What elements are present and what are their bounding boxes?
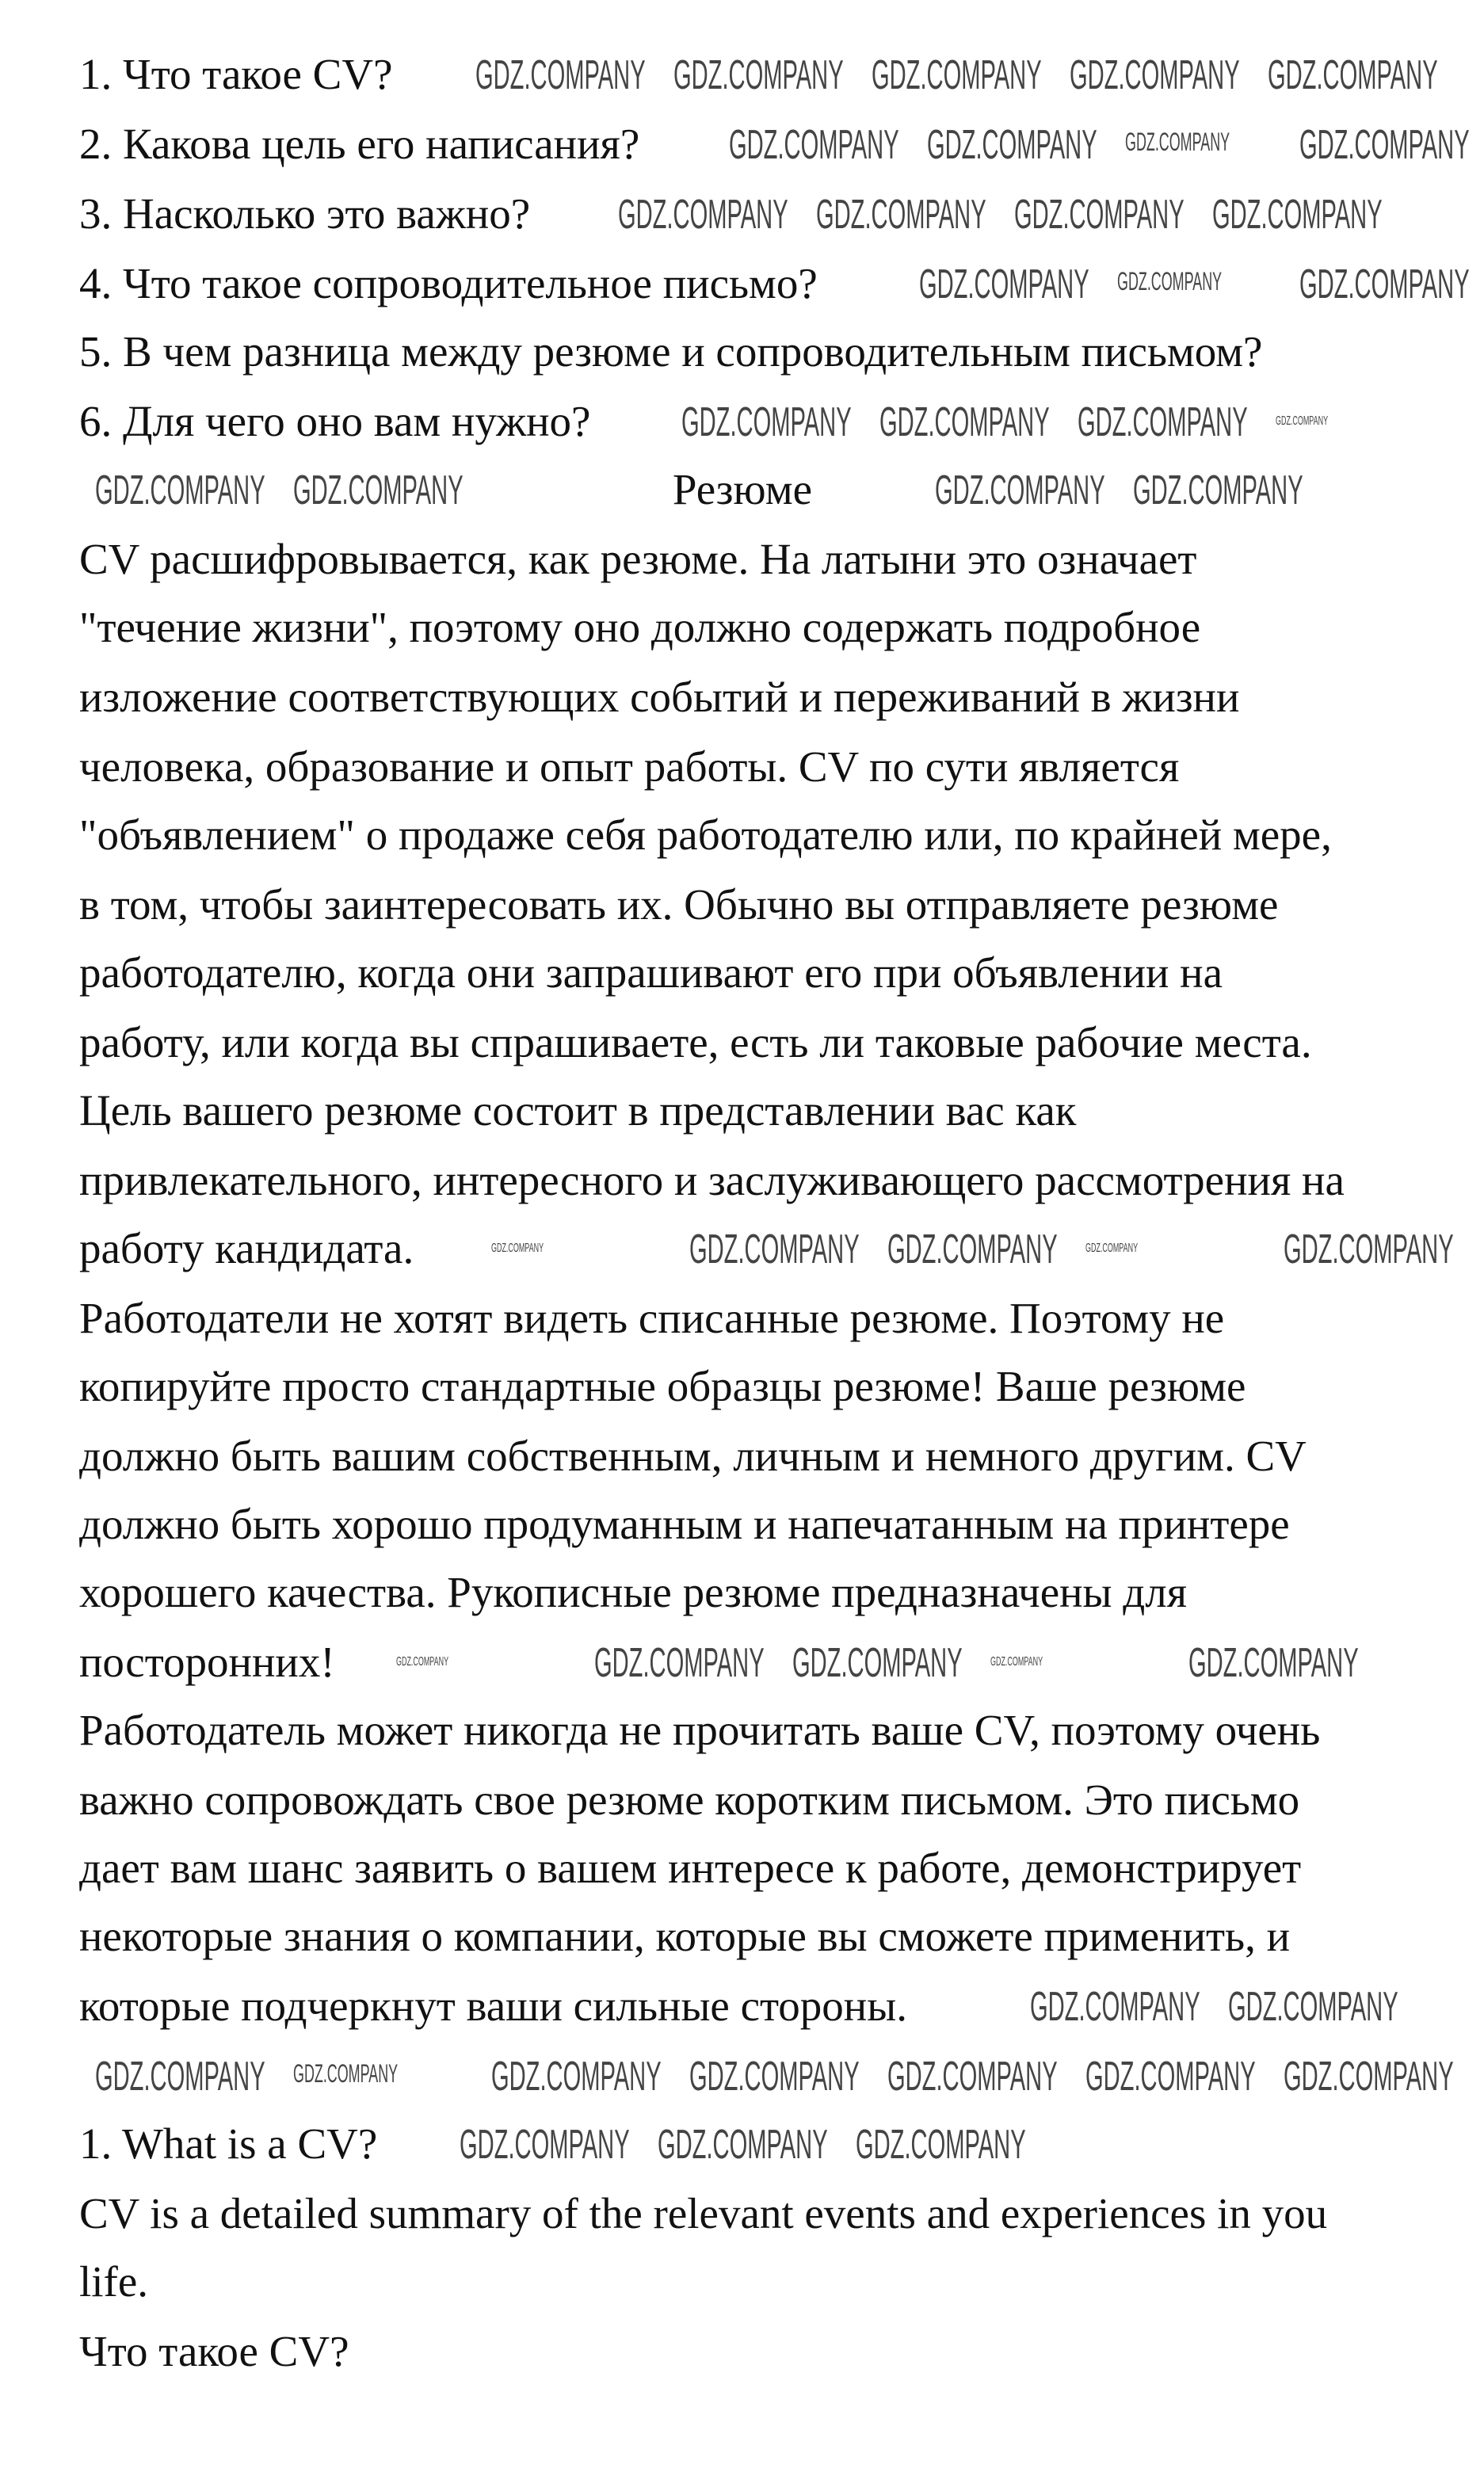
paragraph-line: Работодатель может никогда не прочитать ваше CV, поэтому очень [79, 1705, 1321, 1754]
watermark-text: GDZ.COMPANY [887, 2052, 1058, 2100]
watermark-text: GDZ.COMPANY [792, 1638, 963, 1686]
watermark-text: GDZ.COMPANY [689, 2052, 860, 2100]
paragraph-line: Работодатели не хотят видеть списанные резюме. Поэтому не [79, 1293, 1225, 1342]
watermark-text: GDZ.COMPANY [856, 2120, 1026, 2168]
watermark-text: GDZ.COMPANY [689, 1225, 860, 1272]
watermark-text: GDZ.COMPANY [491, 2052, 662, 2100]
paragraph-line: дает вам шанс заявить о вашем интересе к работе, демонстрирует [79, 1843, 1302, 1892]
paragraph-line: привлекательного, интересного и заслуживающего рассмотрения на [79, 1155, 1345, 1204]
question-item: 4. Что такое сопроводительное письмо? [79, 258, 818, 307]
watermark-text: GDZ.COMPANY [1188, 1638, 1359, 1686]
paragraph-line: некоторые знания о компании, которые вы сможете применить, и [79, 1911, 1291, 1960]
watermark-text: GDZ.COMPANY [887, 1225, 1058, 1272]
question-item: 5. В чем разница между резюме и сопроводительным письмом? [79, 326, 1263, 376]
watermark-text: GDZ.COMPANY [927, 120, 1097, 168]
question-item: 2. Какова цель его написания? [79, 119, 640, 168]
watermark-text: GDZ.COMPANY [460, 2120, 630, 2168]
question-item: 1. Что такое CV? [79, 49, 393, 98]
paragraph-line: копируйте просто стандартные образцы резюме! Ваше резюме [79, 1361, 1246, 1410]
watermark-text: GDZ.COMPANY [1268, 51, 1438, 98]
watermark-text: GDZ.COMPANY [293, 466, 464, 513]
watermark-text: GDZ.COMPANY [95, 2052, 265, 2100]
paragraph-line: в том, чтобы заинтересовать их. Обычно вы отправляете резюме [79, 879, 1279, 929]
watermark-text: GDZ.COMPANY [919, 260, 1089, 307]
watermark-text: GDZ.COMPANY [1085, 2052, 1256, 2100]
paragraph-line: которые подчеркнут ваши сильные стороны. [79, 1981, 907, 2030]
watermark-text: GDZ.COMPANY [729, 120, 899, 168]
paragraph-line: посторонних! [79, 1637, 335, 1686]
watermark-text: GDZ.COMPANY [1276, 414, 1329, 428]
watermark-text: GDZ.COMPANY [673, 51, 844, 98]
watermark-text: GDZ.COMPANY [872, 51, 1042, 98]
watermark-text: GDZ.COMPANY [1299, 260, 1470, 307]
watermark-text: GDZ.COMPANY [1133, 466, 1303, 513]
paragraph-line: CV расшифровывается, как резюме. На латыни это означает [79, 534, 1197, 583]
paragraph-line: должно быть вашим собственным, личным и немного другим. CV [79, 1431, 1307, 1480]
watermark-text: GDZ.COMPANY [293, 2062, 399, 2089]
watermark-text: GDZ.COMPANY [1117, 269, 1223, 296]
paragraph-line: изложение соответствующих событий и переживаний в жизни [79, 672, 1240, 721]
answer-line: CV is a detailed summary of the relevant events and experiences in you [79, 2188, 1328, 2237]
watermark-text: GDZ.COMPANY [990, 1654, 1043, 1669]
paragraph-line: работу кандидата. [79, 1223, 414, 1272]
paragraph-line: человека, образование и опыт работы. CV по сути является [79, 742, 1180, 791]
watermark-text: GDZ.COMPANY [618, 190, 788, 238]
paragraph-line: должно быть хорошо продуманным и напечатанным на принтере [79, 1499, 1290, 1548]
paragraph-line: Цель вашего резюме состоит в представлении вас как [79, 1085, 1077, 1135]
watermark-text: GDZ.COMPANY [1284, 1225, 1454, 1272]
watermark-text: GDZ.COMPANY [1228, 1982, 1398, 2030]
watermark-text: GDZ.COMPANY [1212, 190, 1383, 238]
paragraph-line: работу, или когда вы спрашиваете, есть ли таковые рабочие места. [79, 1017, 1312, 1066]
watermark-text: GDZ.COMPANY [396, 1654, 449, 1669]
watermark-text: GDZ.COMPANY [935, 466, 1105, 513]
watermark-text: GDZ.COMPANY [1085, 1241, 1139, 1255]
watermark-text: GDZ.COMPANY [658, 2120, 828, 2168]
watermark-text: GDZ.COMPANY [1030, 1982, 1200, 2030]
watermark-text: GDZ.COMPANY [879, 398, 1050, 445]
answer-question: 1. What is a CV? [79, 2119, 378, 2168]
watermark-text: GDZ.COMPANY [475, 51, 646, 98]
watermark-text: GDZ.COMPANY [1078, 398, 1248, 445]
answer-line: life. [79, 2256, 149, 2306]
question-item: 6. Для чего оно вам нужно? [79, 396, 591, 445]
paragraph-line: "объявлением" о продаже себя работодателю или, по крайней мере, [79, 810, 1332, 859]
section-heading: Резюме [672, 464, 813, 513]
watermark-text: GDZ.COMPANY [95, 466, 265, 513]
watermark-text: GDZ.COMPANY [1284, 2052, 1454, 2100]
watermark-text: GDZ.COMPANY [594, 1638, 765, 1686]
answer-translation: Что такое CV? [79, 2326, 349, 2375]
paragraph-line: работодателю, когда они запрашивают его при объявлении на [79, 948, 1223, 997]
paragraph-line: важно сопровождать свое резюме коротким письмом. Это письмо [79, 1775, 1300, 1824]
paragraph-line: "течение жизни", поэтому оно должно содержать подробное [79, 602, 1201, 651]
watermark-text: GDZ.COMPANY [491, 1241, 544, 1255]
paragraph-line: хорошего качества. Рукописные резюме предназначены для [79, 1567, 1187, 1616]
watermark-text: GDZ.COMPANY [681, 398, 852, 445]
watermark-text: GDZ.COMPANY [1125, 130, 1230, 157]
watermark-text: GDZ.COMPANY [816, 190, 986, 238]
watermark-text: GDZ.COMPANY [1014, 190, 1185, 238]
watermark-text: GDZ.COMPANY [1070, 51, 1240, 98]
question-item: 3. Насколько это важно? [79, 189, 531, 238]
watermark-text: GDZ.COMPANY [1299, 120, 1470, 168]
